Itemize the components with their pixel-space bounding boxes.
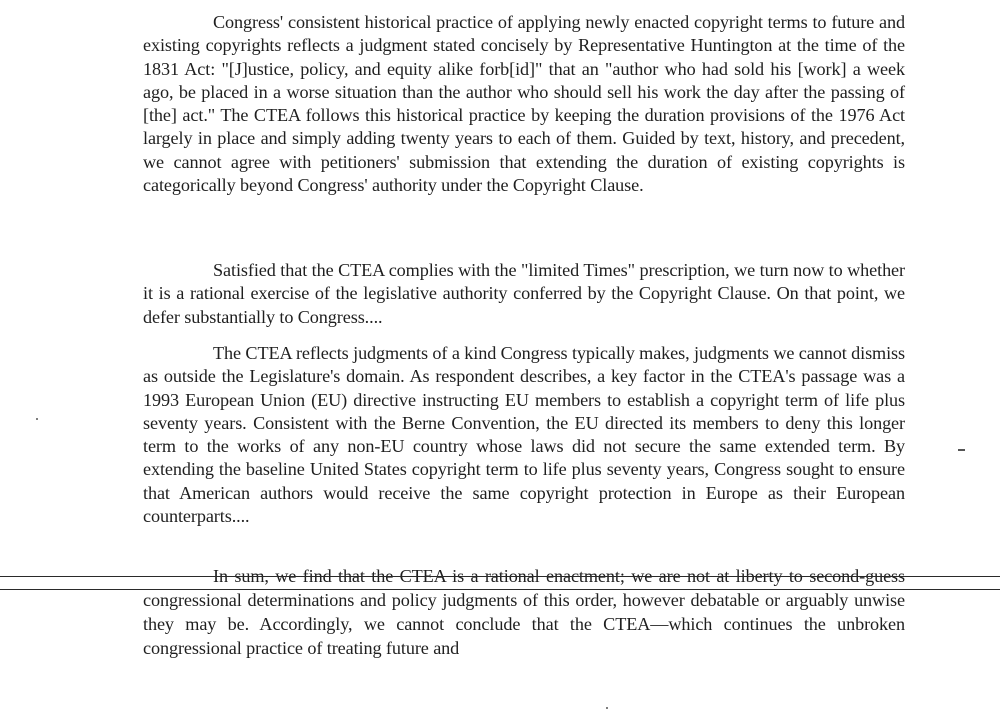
paragraph-in-sum: In sum, we find that the CTEA is a rational enactment; we are not at liberty to second-guess congressional determinations and policy judgments of this order, however debatable or arguably unwise they may be. Accordingly, we cannot conclude that the CTEA—which continues the unbroken congressional practice of treating future and: [143, 566, 905, 658]
paragraph-historical-practice: Congress' consistent historical practice of applying newly enacted copyright terms to future and existing copyrights reflects a judgment stated concisely by Representative Huntington at the time of the 1831 Act: "[J]ustice, policy, and equity alike forb[id]" that an "author who had sold his [work] a week ago, be placed in a worse situation than the author who should sell his work the day after the passing of [the] act." The CTEA follows this historical practice by keeping the duration provisions of the 1976 Act largely in place and simply adding twenty years to each of them. Guided by text, history, and precedent, we cannot agree with petitioners' submission that extending the duration of existing copyrights is categorically beyond Congress' authority under the Copyright Clause.: [143, 12, 905, 196]
scan-strike-line-bottom: [0, 589, 1000, 590]
scan-mark-dash: [958, 449, 965, 451]
scan-mark-dot-bottom: [606, 707, 608, 709]
scan-strike-line-top: [0, 576, 1000, 577]
paragraph-eu-directive: The CTEA reflects judgments of a kind Congress typically makes, judgments we cannot dismiss as outside the Legislature's domain. As respondent describes, a key factor in the CTEA's passage was a 1993 European Union (EU) directive instructing EU members to establish a copyright term of life plus seventy years. Consistent with the Berne Convention, the EU directed its members to deny this longer term to the works of any non-EU country whose laws did not secure the same extended term. By extending the baseline United States copyright term to life plus seventy years, Congress sought to ensure that American authors would receive the same copyright protection in Europe as their European counterparts....: [143, 343, 906, 527]
scan-mark-dot-left: [36, 418, 38, 420]
paragraph-limited-times: Satisfied that the CTEA complies with the "limited Times" prescription, we turn now to whether it is a rational exercise of the legislative authority conferred by the Copyright Clause. On that point, we defer substantially to Congress....: [143, 260, 905, 327]
